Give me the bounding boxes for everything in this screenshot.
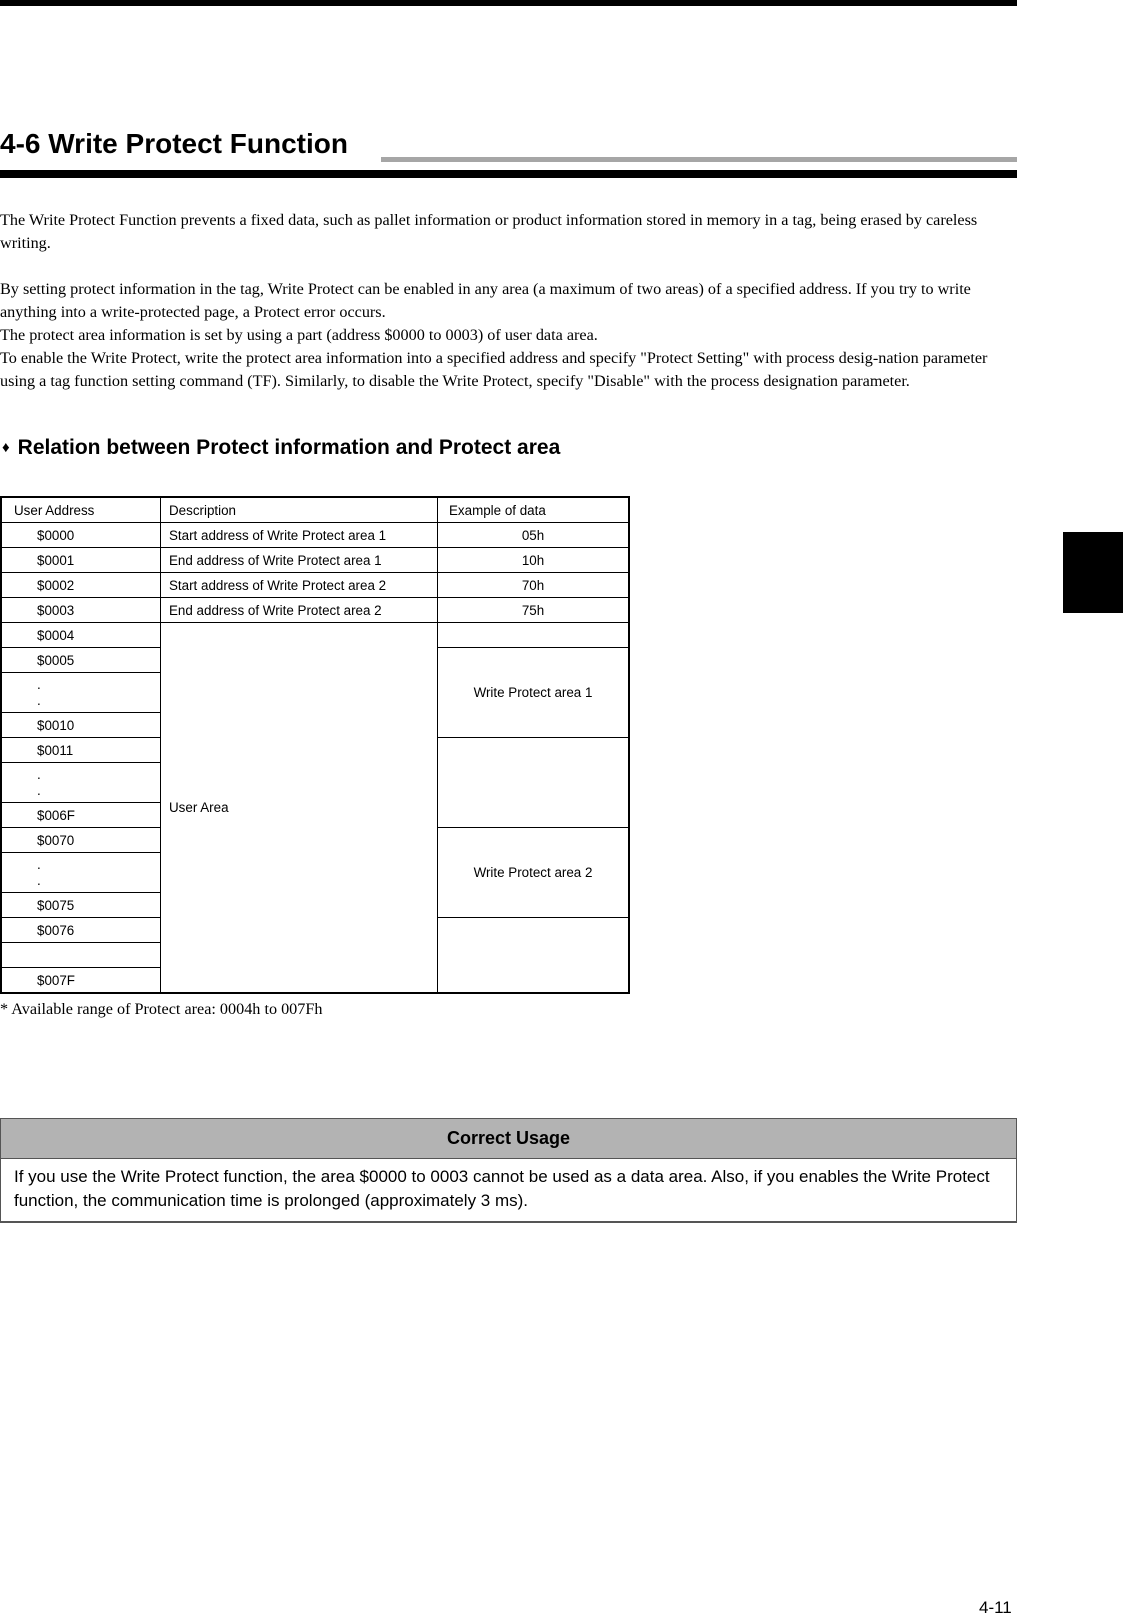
- table-header-row: [1, 497, 629, 523]
- enable-protect-paragraph: To enable the Write Protect, write the protect area information into a specified address and specify "Protect Setting" with process desig-nation parameter using a tag function setting command (TF). Similarly, to disable the Write Protect, specify "Disable" with the process designation parameter.: [0, 349, 988, 390]
- intro-paragraph: The Write Protect Function prevents a fixed data, such as pallet information or product information stored in memory in a tag, being erased by careless writing.: [0, 211, 978, 252]
- table-row: [1, 548, 629, 573]
- empty-cell: [438, 738, 630, 828]
- empty-cell: [1, 943, 161, 968]
- header-user-address: User Address: [1, 497, 161, 523]
- address-cell: $006F: [1, 803, 161, 828]
- top-rule: [0, 0, 1017, 6]
- header-description: Description: [161, 497, 438, 523]
- table-row: [1, 573, 629, 598]
- empty-cell: [438, 623, 630, 648]
- description-cell: Start address of Write Protect area 1: [161, 523, 438, 548]
- table-row: [1, 523, 629, 548]
- relation-subheading: [2, 436, 560, 460]
- empty-cell: [438, 918, 630, 994]
- address-cell: $0005: [1, 648, 161, 673]
- address-cell: $0000: [1, 523, 161, 548]
- ellipsis-cell: [1, 853, 161, 893]
- address-cell: $0011: [1, 738, 161, 763]
- ellipsis-cell: [1, 763, 161, 803]
- description-cell: End address of Write Protect area 1: [161, 548, 438, 573]
- protect-area-table: [0, 496, 630, 994]
- correct-usage-title: Correct Usage: [1, 1119, 1016, 1159]
- dot: .: [37, 856, 41, 872]
- diamond-bullet-icon: ♦: [2, 439, 10, 456]
- dot: .: [37, 692, 41, 708]
- address-cell: $0070: [1, 828, 161, 853]
- description-cell: Start address of Write Protect area 2: [161, 573, 438, 598]
- address-cell: $0002: [1, 573, 161, 598]
- title-grey-bar: [381, 157, 1017, 162]
- description-cell: End address of Write Protect area 2: [161, 598, 438, 623]
- dot: .: [37, 676, 41, 692]
- chapter-tab: [1063, 532, 1123, 613]
- section-title: 4-6 Write Protect Function: [0, 128, 348, 159]
- user-area-cell: User Area: [161, 623, 438, 994]
- correct-usage-box: [0, 1118, 1017, 1223]
- page-number: 4-11: [979, 1598, 1012, 1617]
- address-cell: $0076: [1, 918, 161, 943]
- protect-area-paragraph: The protect area information is set by using a part (address $0000 to 0003) of user data area.: [0, 326, 598, 344]
- write-protect-area-2-cell: Write Protect area 2: [438, 828, 630, 918]
- data-cell: 70h: [438, 573, 630, 598]
- ellipsis-cell: [1, 673, 161, 713]
- title-black-bar: [0, 170, 1017, 178]
- write-protect-area-1-cell: Write Protect area 1: [438, 648, 630, 738]
- address-cell: $0004: [1, 623, 161, 648]
- dot: .: [37, 872, 41, 888]
- address-cell: $007F: [1, 968, 161, 994]
- protect-info-paragraph: By setting protect information in the tag, Write Protect can be enabled in any area (a maximum of two areas) of a specified address. If you try to write anything into a write-protected page, a Protect error occurs.: [0, 280, 971, 321]
- dot: .: [37, 766, 41, 782]
- data-cell: 75h: [438, 598, 630, 623]
- address-cell: $0075: [1, 893, 161, 918]
- dot: .: [37, 782, 41, 798]
- relation-subheading-text: Relation between Protect information and Protect area: [17, 436, 561, 459]
- address-cell: $0001: [1, 548, 161, 573]
- correct-usage-text: If you use the Write Protect function, the area $0000 to 0003 cannot be used as a data area. Also, if you enables the Write Protect function, the communication time is prolonged (approximately 3 ms).: [14, 1167, 990, 1210]
- footnote: * Available range of Protect area: 0004h to 007Fh: [0, 1000, 323, 1018]
- header-example-data: Example of data: [438, 497, 630, 523]
- data-cell: 05h: [438, 523, 630, 548]
- address-cell: $0003: [1, 598, 161, 623]
- table-row: [1, 623, 629, 648]
- table-row: [1, 598, 629, 623]
- address-cell: $0010: [1, 713, 161, 738]
- data-cell: 10h: [438, 548, 630, 573]
